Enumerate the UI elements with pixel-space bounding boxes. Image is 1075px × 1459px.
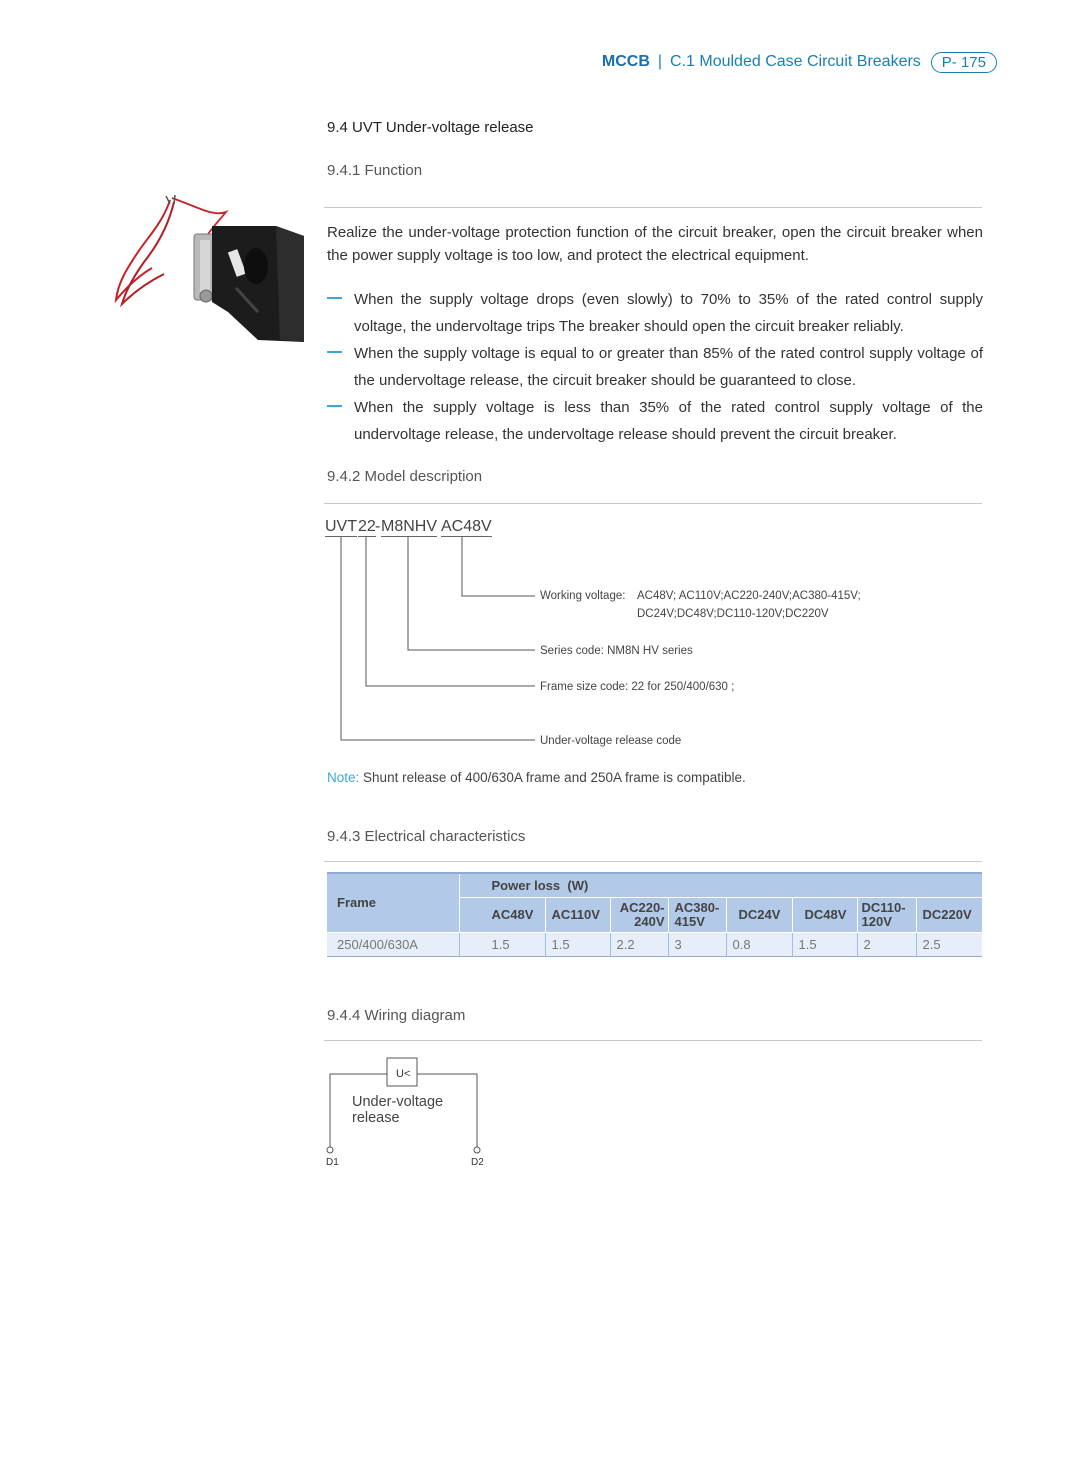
terminal-d2: D2 xyxy=(471,1157,484,1168)
frame-size-label: Frame size code: 22 for 250/400/630 ; xyxy=(540,681,735,693)
wiring-heading: 9.4.4 Wiring diagram xyxy=(327,1007,466,1024)
wiring-divider xyxy=(324,1040,982,1041)
function-intro: Realize the under-voltage protection function of the circuit breaker, open the circuit breaker when the power supply voltage is too low, and protect the electrical equipment. xyxy=(327,224,983,264)
model-code-frame: 22 xyxy=(358,518,376,535)
wiring-label-line: Under-voltage xyxy=(352,1094,444,1110)
model-heading: 9.4.2 Model description xyxy=(327,468,483,485)
uvt-symbol: U< xyxy=(396,1068,411,1080)
column-header: AC380- 415V xyxy=(668,897,726,932)
function-bullet-list xyxy=(327,286,983,448)
dash-bullet-icon xyxy=(327,405,342,407)
power-loss-header: Power loss (W) xyxy=(459,873,982,897)
electrical-divider xyxy=(324,861,982,862)
model-code-dash: - xyxy=(375,518,381,535)
electrical-characteristics-table xyxy=(327,872,982,957)
bullet-text: When the supply voltage drops (even slowly) to 70% to 35% of the rated control supply voltage, the undervoltage trips The breaker should open the circuit breaker reliably. xyxy=(354,291,983,335)
undervoltage-release-product-image xyxy=(108,192,308,352)
column-header: DC110- 120V xyxy=(857,897,916,932)
column-header: AC48V xyxy=(459,897,545,932)
function-heading: 9.4.1 Function xyxy=(327,162,423,179)
column-header: DC24V xyxy=(726,897,792,932)
list-item xyxy=(327,286,983,340)
working-voltage-values-2: DC24V;DC48V;DC110-120V;DC220V xyxy=(637,608,829,620)
note-key: Note: xyxy=(327,770,360,785)
wiring-label-line: release xyxy=(352,1110,400,1126)
table-cell: 2.2 xyxy=(610,932,668,956)
function-divider xyxy=(324,207,982,208)
working-voltage-key: Working voltage: xyxy=(540,590,626,602)
model-code-series: M8NHV xyxy=(381,518,438,535)
section-title: 9.4 UVT Under-voltage release xyxy=(327,119,534,136)
bullet-text: When the supply voltage is equal to or greater than 85% of the rated control supply voltage of the undervoltage release, the circuit breaker should be guaranteed to close. xyxy=(354,345,983,389)
frame-cell: 250/400/630A xyxy=(327,932,459,956)
compatibility-note xyxy=(327,770,746,785)
model-code-voltage: AC48V xyxy=(441,518,492,535)
table-cell: 0.8 xyxy=(726,932,792,956)
wiring-release-label xyxy=(352,1094,443,1126)
frame-header: Frame xyxy=(327,873,459,932)
table-row xyxy=(327,932,982,956)
model-divider xyxy=(324,503,982,504)
column-header: AC110V xyxy=(545,897,610,932)
table-cell: 3 xyxy=(668,932,726,956)
column-header: DC220V xyxy=(916,897,982,932)
header-separator: | xyxy=(657,53,663,70)
page-number-badge: P- 175 xyxy=(931,52,997,73)
model-leader-lines xyxy=(330,535,550,747)
table-cell: 2.5 xyxy=(916,932,982,956)
model-code-uvt: UVT xyxy=(325,518,357,535)
release-code-label: Under-voltage release code xyxy=(540,735,682,747)
table-cell: 1.5 xyxy=(792,932,857,956)
bullet-text: When the supply voltage is less than 35% of the rated control supply voltage of the undervoltage release, the undervoltage release should prevent the circuit breaker. xyxy=(354,399,983,443)
column-header: DC48V xyxy=(792,897,857,932)
table-cell: 2 xyxy=(857,932,916,956)
header-brand: MCCB xyxy=(601,53,650,70)
table-cell: 1.5 xyxy=(459,932,545,956)
column-header: AC220- 240V xyxy=(610,897,668,932)
dash-bullet-icon xyxy=(327,351,342,353)
note-text: Shunt release of 400/630A frame and 250A frame is compatible. xyxy=(363,770,746,785)
page-header xyxy=(602,50,997,74)
dash-bullet-icon xyxy=(327,297,342,299)
terminal-d1: D1 xyxy=(326,1157,339,1168)
table-cell: 1.5 xyxy=(545,932,610,956)
electrical-heading: 9.4.3 Electrical characteristics xyxy=(327,828,526,845)
series-code-label: Series code: NM8N HV series xyxy=(540,645,693,657)
header-title: C.1 Moulded Case Circuit Breakers xyxy=(670,53,921,70)
list-item xyxy=(327,340,983,394)
working-voltage-values-1: AC48V; AC110V;AC220-240V;AC380-415V; xyxy=(637,590,861,602)
list-item xyxy=(327,394,983,448)
